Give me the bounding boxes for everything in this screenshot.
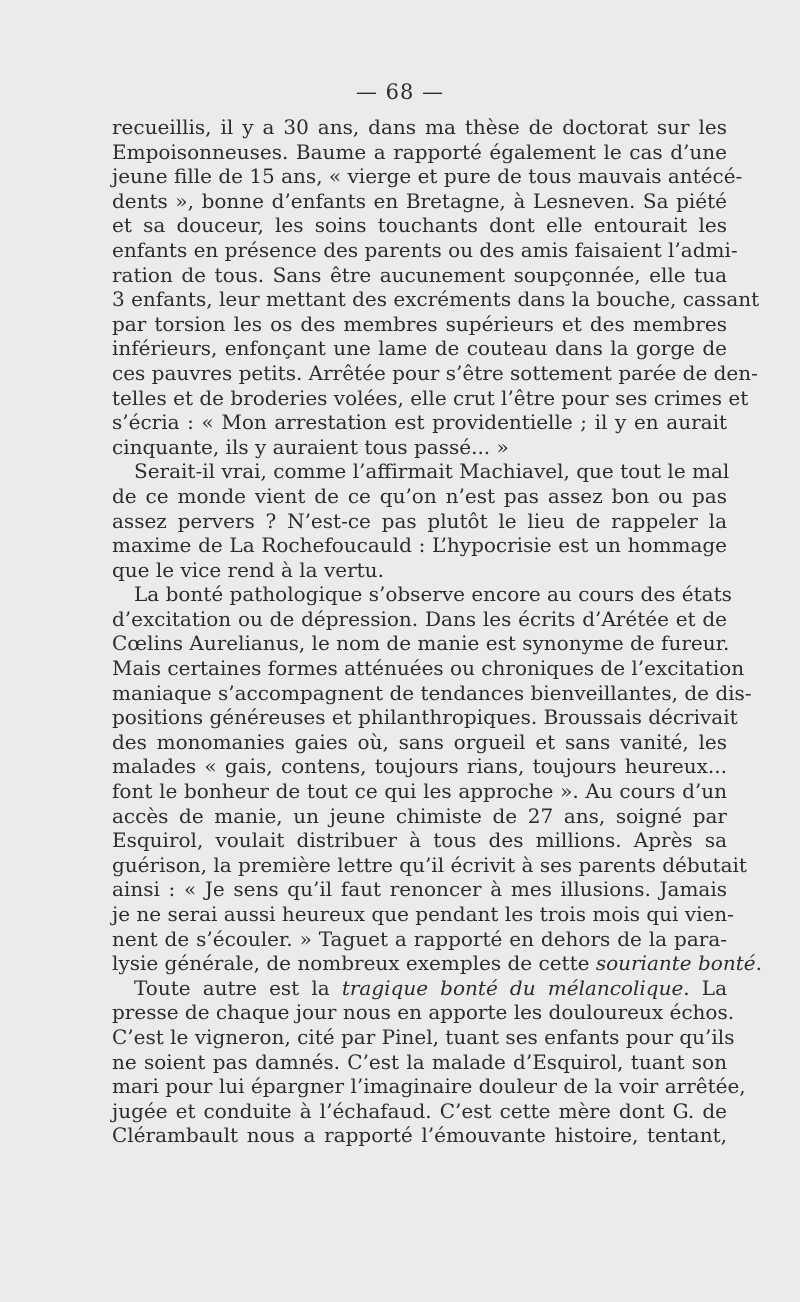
text-line: nent de s’écouler. » Taguet a rapporté en dehors de la para- (112, 926, 727, 951)
text-line: Esquirol, voulait distribuer à tous des millions. Après sa (112, 828, 727, 853)
text-line: guérison, la première lettre qu’il écrivit à ses parents débutait (112, 852, 747, 877)
text-line: ne soient pas damnés. C’est la malade d’Esquirol, tuant son (112, 1049, 727, 1074)
text-line: Empoisonneuses. Baume a rapporté également le cas d’une (112, 139, 727, 164)
text-line (112, 976, 727, 1001)
text-line: assez pervers ? N’est-ce pas plutôt le lieu de rappeler la (112, 508, 727, 533)
text-run: . (755, 951, 762, 976)
text-line: inférieurs, enfonçant une lame de couteau dans la gorge de (112, 336, 727, 361)
text-line: ainsi : « Je sens qu’il faut renoncer à mes illusions. Jamais (112, 877, 727, 902)
text-line: Clérambault nous a rapporté l’émouvante histoire, tentant, (112, 1123, 727, 1148)
text-line (112, 951, 762, 976)
text-line: jugée et conduite à l’échafaud. C’est cette mère dont G. de (112, 1098, 727, 1123)
text-line: recueillis, il y a 30 ans, dans ma thèse de doctorat sur les (112, 115, 727, 139)
body-text (112, 115, 762, 1148)
text-line: Cœlins Aurelianus, le nom de manie est synonyme de fureur. (112, 631, 730, 656)
text-line: s’écria : « Mon arrestation est providentielle ; il y en aurait (112, 410, 727, 435)
text-line: Mais certaines formes atténuées ou chroniques de l’excitation (112, 656, 745, 681)
text-line: par torsion les os des membres supérieurs et des membres (112, 311, 727, 336)
text-line: ration de tous. Sans être aucunement soupçonnée, elle tua (112, 262, 727, 287)
text-line: La bonté pathologique s’observe encore au cours des états (134, 582, 732, 607)
text-line: positions généreuses et philanthropiques. Broussais décrivait (112, 705, 738, 730)
text-line: presse de chaque jour nous en apporte les douloureux échos. (112, 1000, 735, 1025)
text-line: Serait-il vrai, comme l’affirmait Machiavel, que tout le mal (134, 459, 730, 484)
italic-phrase: tragique bonté du mélancolique (341, 975, 684, 1000)
text-line: maniaque s’accompagnent de tendances bienveillantes, de dis- (112, 680, 752, 705)
text-line: enfants en présence des parents ou des amis faisaient l’admi- (112, 237, 738, 262)
text-line: dents », bonne d’enfants en Bretagne, à Lesneven. Sa piété (112, 188, 727, 213)
text-line: d’excitation ou de dépression. Dans les écrits d’Arétée et de (112, 606, 727, 631)
text-run: lysie générale, de nombreux exemples de cette (112, 951, 596, 976)
text-line: 3 enfants, leur mettant des excréments dans la bouche, cassant (112, 287, 760, 312)
text-line: mari pour lui épargner l’imaginaire douleur de la voir arrêtée, (112, 1074, 746, 1099)
page-number: — 68 — (355, 80, 445, 104)
text-line: accès de manie, un jeune chimiste de 27 ans, soigné par (112, 803, 727, 828)
text-line: telles et de broderies volées, elle crut l’être pour ses crimes et (112, 385, 749, 410)
text-line: malades « gais, contens, toujours rians, toujours heureux... (112, 754, 727, 779)
text-line: jeune fille de 15 ans, « vierge et pure de tous mauvais antécé- (112, 164, 743, 189)
italic-phrase: souriante bonté (595, 951, 756, 976)
text-line: ces pauvres petits. Arrêtée pour s’être sottement parée de den- (112, 360, 758, 385)
text-run: . La (683, 975, 727, 1000)
text-run: Toute autre est la (134, 975, 342, 1000)
text-line: de ce monde vient de ce qu’on n’est pas assez bon ou pas (112, 483, 727, 508)
text-line: des monomanies gaies où, sans orgueil et sans vanité, les (112, 729, 727, 754)
text-line: et sa douceur, les soins touchants dont elle entourait les (112, 213, 727, 238)
text-line: maxime de La Rochefoucauld : L’hypocrisie est un hommage (112, 533, 727, 558)
text-line: cinquante, ils y auraient tous passé... » (112, 434, 509, 459)
text-line: C’est le vigneron, cité par Pinel, tuant ses enfants pour qu’ils (112, 1024, 735, 1049)
text-line: je ne serai aussi heureux que pendant les trois mois qui vien- (112, 902, 734, 926)
text-line: que le vice rend à la vertu. (112, 557, 384, 582)
text-line: font le bonheur de tout ce qui les approche ». Au cours d’un (112, 779, 727, 804)
